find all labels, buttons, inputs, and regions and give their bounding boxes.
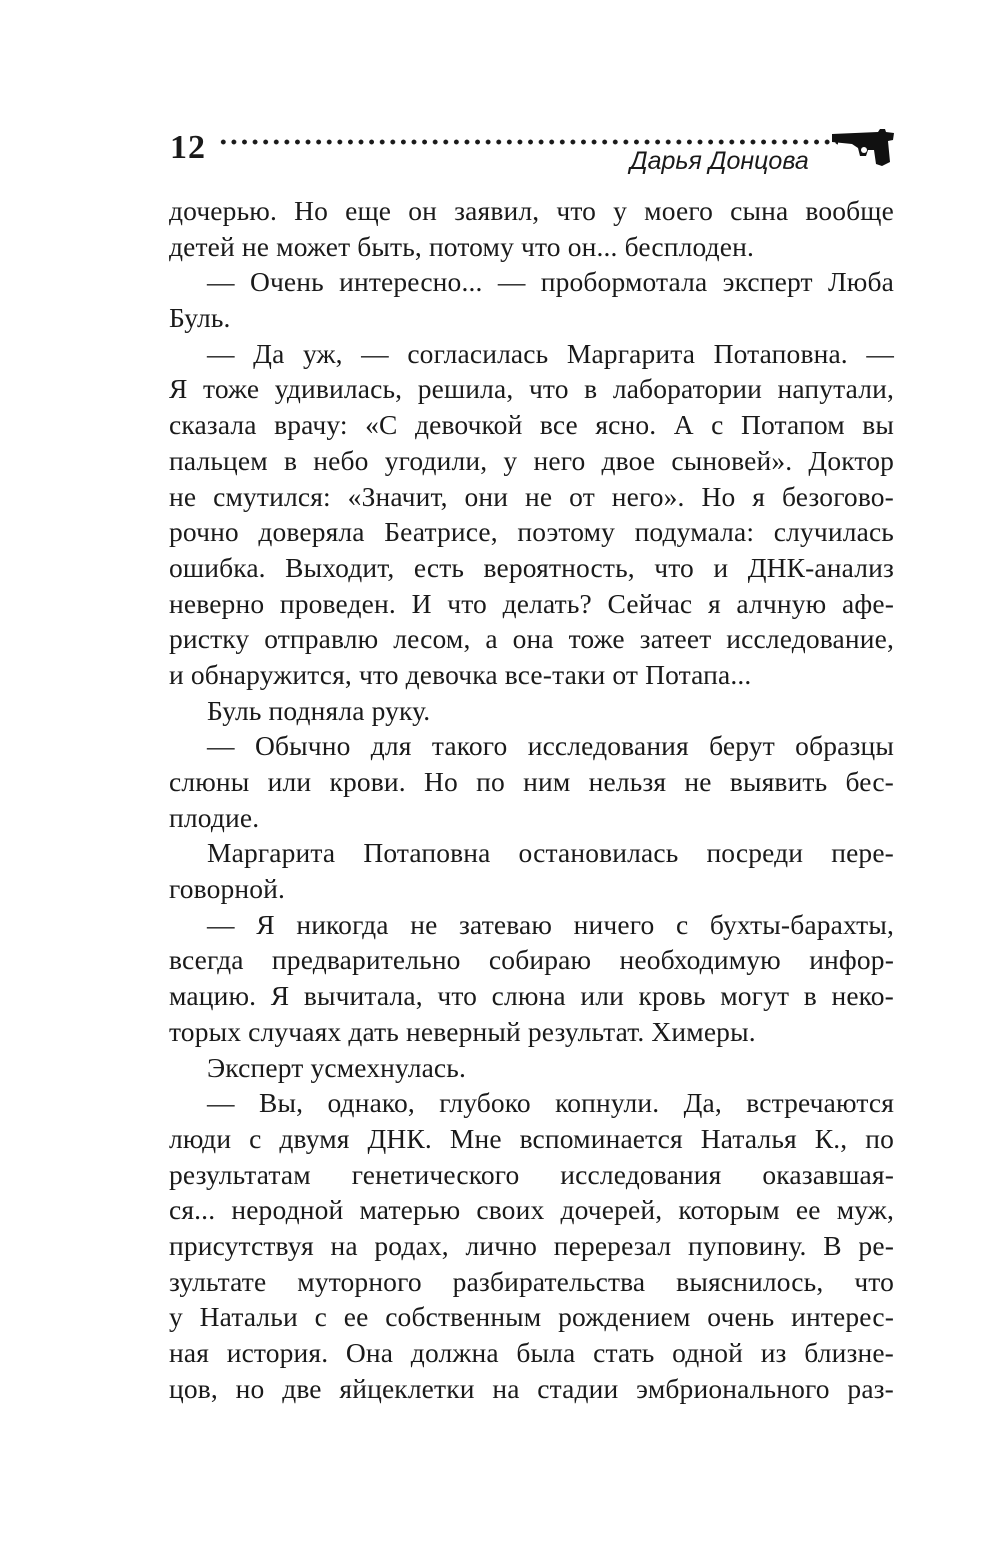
text-line: результатам генетического исследования оказавшая-: [169, 1158, 894, 1190]
text-line: рочно доверяла Беатрисе, поэтому подумала: случилась: [169, 516, 894, 548]
text-line: неверно проведен. И что делать? Сейчас я алчную афе-: [169, 587, 894, 619]
text-line: Эксперт усмехнулась.: [207, 1051, 466, 1083]
text-line: цов, но две яйцеклетки на стадии эмбрионального раз-: [169, 1372, 894, 1404]
text-line: говорной.: [169, 873, 286, 905]
text-line: — Да уж, — согласилась Маргарита Потаповна. —: [207, 337, 894, 369]
text-line: — Обычно для такого исследования берут образцы: [207, 730, 894, 762]
text-line: слюны или крови. Но по ним нельзя не выявить бес-: [169, 766, 894, 797]
text-line: детей не может быть, потому что он... бесплоден.: [169, 230, 754, 262]
text-line: сказала врачу: «С девочкой все ясно. А с Потапом вы: [169, 409, 894, 441]
dotted-rule: [218, 139, 838, 145]
text-line: всегда предварительно собираю необходимую инфор-: [169, 944, 894, 976]
text-line: у Натальи с ее собственным рождением очень интерес-: [169, 1301, 894, 1333]
text-line: не смутился: «Значит, они не от него». Но я безогово-: [169, 480, 894, 512]
text-line: плодие.: [169, 801, 260, 833]
text-line: — Вы, однако, глубоко копнули. Да, встречаются: [207, 1087, 894, 1119]
text-line: и обнаружится, что девочка все-таки от Потапа...: [169, 658, 752, 690]
text-line: пальцем в небо угодили, у него двое сыновей». Доктор: [169, 444, 894, 476]
text-line: торых случаях дать неверный результат. Химеры.: [169, 1015, 756, 1047]
text-line: ся... неродной матерью своих дочерей, которым ее муж,: [169, 1194, 894, 1226]
revolver-icon: [830, 128, 896, 168]
text-line: присутствуя на родах, лично перерезал пуповину. В ре-: [169, 1229, 894, 1261]
text-line: ная история. Она должна была стать одной из близне-: [169, 1337, 894, 1368]
text-line: люди с двумя ДНК. Мне вспоминается Наталья К., по: [169, 1122, 894, 1154]
text-line: — Я никогда не затеваю ничего с бухты-барахты,: [207, 908, 894, 940]
text-line: ошибка. Выходит, есть вероятность, что и ДНК-анализ: [169, 551, 894, 583]
text-line: — Очень интересно... — пробормотала эксперт Люба: [207, 266, 894, 298]
running-head-author: Дарья Донцова: [630, 147, 809, 175]
text-line: ристку отправлю лесом, а она тоже затеет исследование,: [169, 623, 894, 655]
text-line: Маргарита Потаповна остановилась посреди пере-: [207, 837, 894, 869]
text-line: Буль подняла руку.: [207, 694, 431, 726]
text-line: Буль.: [169, 302, 231, 334]
text-line: Я тоже удивилась, решила, что в лаборатории напутали,: [169, 373, 894, 405]
body-text: [169, 193, 894, 1406]
page-number: 12: [170, 129, 206, 166]
text-line: дочерью. Но еще он заявил, что у моего сына вообще: [169, 195, 894, 226]
text-line: мацию. Я вычитала, что слюна или кровь могут в неко-: [169, 980, 894, 1012]
text-line: зультате муторного разбирательства выяснилось, что: [169, 1265, 894, 1297]
